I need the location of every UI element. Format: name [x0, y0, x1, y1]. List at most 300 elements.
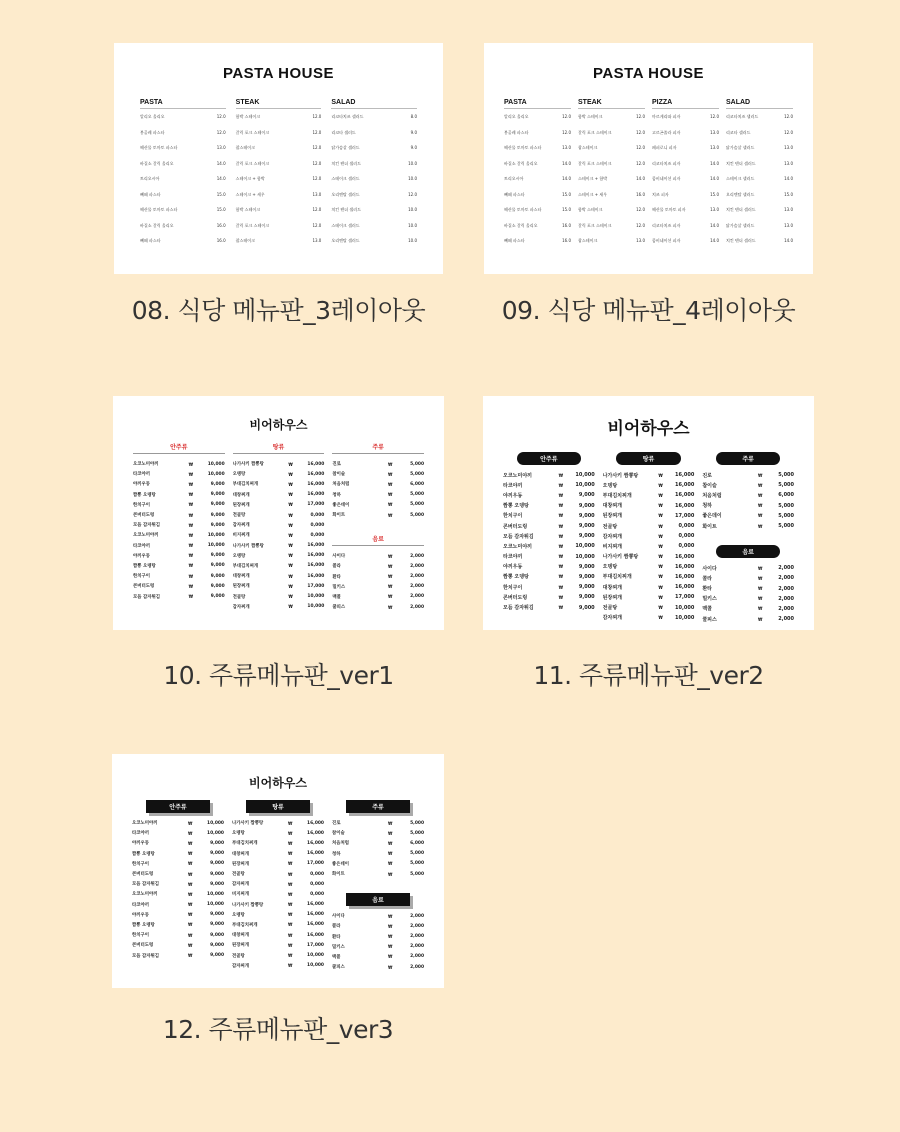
won-icon: ₩	[188, 820, 193, 826]
item-price: 2,000	[410, 574, 425, 580]
item-name: 감자찌개	[232, 963, 249, 969]
item-price: 12.0	[312, 160, 322, 166]
item-price: 12.0	[562, 114, 571, 119]
menu-item	[332, 582, 424, 592]
won-icon: ₩	[558, 523, 564, 529]
item-price: 9,000	[210, 953, 224, 959]
item-name: 고르곤졸라 피자	[652, 129, 681, 135]
menu-item	[133, 479, 225, 489]
item-name: 닭가슴살 샐러드	[331, 145, 360, 150]
item-price: 13.0	[312, 238, 322, 243]
item-name: 치킨 텐더 샐러드	[331, 207, 361, 212]
item-name: 부대김치찌개	[232, 563, 259, 569]
item-price: 9,000	[578, 563, 595, 570]
item-price: 12.0	[636, 222, 645, 228]
item-name: 맥콜	[332, 954, 341, 960]
menu-columns	[133, 442, 424, 612]
menu-item	[133, 571, 225, 581]
menu-item	[504, 161, 571, 177]
item-price: 5,000	[778, 512, 795, 519]
won-icon: ₩	[288, 840, 293, 846]
item-price: 9,000	[210, 522, 225, 528]
won-icon: ₩	[188, 942, 193, 948]
menu-item	[503, 582, 595, 592]
won-icon: ₩	[388, 492, 393, 498]
item-price: 16.0	[562, 222, 571, 228]
won-icon: ₩	[658, 513, 663, 519]
item-name: 부대김치찌개	[232, 922, 258, 928]
item-name: 찹스테이크	[235, 145, 255, 150]
section-heading: 주류	[716, 452, 780, 465]
item-name: 스테이크 샐러드	[331, 176, 360, 181]
menu-item	[331, 161, 417, 177]
item-price: 17,000	[307, 861, 324, 867]
won-icon: ₩	[758, 523, 763, 529]
menu-item	[702, 521, 794, 531]
item-price: 9,000	[210, 573, 225, 579]
item-price: 14.0	[216, 176, 226, 181]
won-icon: ₩	[658, 472, 663, 478]
item-name: 스테이크 + 새우	[578, 191, 608, 197]
item-name: 콘버터도렁	[503, 523, 528, 530]
item-price: 9.0	[410, 129, 418, 135]
item-name: 부대김치찌개	[232, 482, 259, 488]
item-name: 처음처럼	[332, 482, 350, 488]
item-name: 대창찌개	[232, 574, 250, 580]
item-name: 찹스테이크	[578, 238, 598, 243]
item-price: 16,000	[307, 461, 325, 467]
item-price: 13.0	[562, 145, 571, 150]
menu-column	[503, 452, 595, 624]
item-name: 대창찌개	[232, 933, 249, 939]
item-name: 갈릭 포크 스테이크	[578, 129, 612, 135]
section-heading: 안주류	[146, 800, 210, 813]
menu-item	[140, 145, 226, 161]
menu-column	[331, 99, 417, 254]
won-icon: ₩	[188, 512, 194, 518]
item-price: 14.0	[710, 160, 719, 166]
item-name: 맥콜	[332, 594, 341, 600]
menu-item	[726, 161, 793, 177]
item-price: 17,000	[307, 583, 325, 589]
menu-item	[702, 563, 794, 573]
item-name: 리코타 샐러드	[726, 129, 751, 135]
item-price: 2,000	[410, 584, 425, 590]
menu-item	[603, 521, 695, 531]
won-icon: ₩	[658, 584, 663, 590]
item-name: 감자찌개	[232, 523, 250, 529]
menu-item	[133, 490, 225, 500]
won-icon: ₩	[558, 472, 564, 478]
item-price: 14.0	[710, 238, 719, 243]
menu-item	[726, 223, 793, 239]
item-price: 13.0	[710, 207, 719, 212]
won-icon: ₩	[558, 554, 564, 560]
item-name: 나가사키 짬뽕탕	[602, 472, 639, 479]
item-name: 해산물 토마토 파스타	[504, 145, 542, 150]
menu-item	[236, 223, 322, 239]
caption-09: 09. 식당 메뉴판_4레이아웃	[501, 296, 796, 325]
item-name: 환타	[702, 586, 713, 593]
menu-item	[332, 500, 424, 510]
menu-title: 비어하우스	[249, 776, 307, 790]
item-name: 오코노미야끼	[133, 462, 159, 468]
won-icon: ₩	[188, 532, 194, 538]
won-icon: ₩	[658, 574, 663, 580]
won-icon: ₩	[188, 891, 193, 897]
menu-item	[702, 594, 794, 604]
won-icon: ₩	[188, 594, 194, 600]
item-name: 마르게리따 피자	[652, 114, 681, 119]
item-price: 9,000	[210, 932, 224, 938]
item-price: 10.0	[408, 222, 418, 228]
item-name: 청하	[702, 503, 713, 510]
item-name: 콘버터도렁	[133, 584, 155, 590]
won-icon: ₩	[288, 532, 293, 538]
won-icon: ₩	[388, 574, 393, 580]
menu-item	[232, 879, 324, 889]
item-price: 9,000	[210, 594, 225, 600]
item-name: 오뎅탕	[602, 482, 618, 489]
item-name: 환타	[332, 934, 341, 940]
menu-item	[140, 192, 226, 208]
item-price: 10.0	[408, 207, 418, 212]
item-name: 타코야끼	[132, 902, 149, 908]
menu-item	[232, 920, 324, 930]
item-price: 9,000	[210, 922, 224, 928]
won-icon: ₩	[658, 492, 663, 498]
item-name: 리코타 샐러드	[331, 129, 356, 135]
item-price: 2,000	[778, 585, 795, 592]
item-name: 대창찌개	[232, 851, 249, 857]
item-price: 12.0	[216, 114, 226, 119]
item-name: 해산물 토마토 파스타	[140, 145, 178, 150]
item-name: 콜라	[332, 564, 341, 570]
item-price: 9,000	[210, 851, 224, 857]
menu-item	[133, 581, 225, 591]
won-icon: ₩	[758, 596, 763, 602]
menu-item	[332, 602, 424, 612]
item-price: 5,000	[778, 523, 795, 530]
menu-item	[332, 859, 424, 869]
item-price: 13.0	[710, 129, 719, 135]
item-price: 9,000	[210, 481, 225, 487]
item-name: 콜라	[702, 575, 713, 582]
menu-item	[236, 114, 322, 130]
item-name: 봉골레 파스타	[504, 129, 529, 135]
won-icon: ₩	[188, 553, 194, 559]
menu-item	[603, 562, 695, 572]
item-price: 16,000	[307, 840, 324, 846]
item-name: 오리엔탈 샐러드	[726, 191, 755, 197]
item-price: 5,000	[410, 471, 425, 477]
menu-thumbnail-11[interactable]	[483, 396, 814, 630]
menu-item	[578, 207, 645, 223]
item-name: 감자찌개	[602, 615, 622, 622]
won-icon: ₩	[558, 533, 564, 539]
won-icon: ₩	[188, 902, 193, 908]
item-name: 환타	[332, 574, 341, 580]
won-icon: ₩	[388, 502, 393, 508]
won-icon: ₩	[188, 492, 194, 498]
menu-item	[504, 114, 571, 130]
item-name: 된장찌개	[602, 513, 622, 520]
won-icon: ₩	[388, 944, 393, 950]
item-name: 밀키스	[702, 596, 717, 603]
item-price: 8.0	[410, 114, 418, 119]
menu-item	[603, 613, 695, 623]
menu-thumbnail-12[interactable]	[112, 754, 444, 988]
menu-item	[603, 470, 695, 480]
item-price: 10,000	[207, 461, 225, 467]
menu-item	[133, 459, 225, 469]
column-heading: SALAD	[726, 99, 793, 109]
item-price: 16,000	[307, 471, 325, 477]
item-price: 5,000	[410, 461, 425, 467]
menu-thumbnail-08[interactable]	[114, 43, 443, 274]
menu-title: 비어하우스	[249, 418, 308, 432]
menu-item	[133, 541, 225, 551]
menu-item	[332, 952, 424, 962]
item-price: 6,000	[410, 481, 425, 487]
menu-item	[332, 838, 424, 848]
item-name: 해산물 토마토 파스타	[504, 207, 542, 212]
menu-item	[603, 541, 695, 551]
item-price: 10,000	[307, 963, 324, 969]
menu-item	[603, 501, 695, 511]
won-icon: ₩	[388, 861, 393, 867]
item-name: 참이슬	[702, 482, 717, 489]
menu-item	[133, 591, 225, 601]
menu-item	[331, 207, 417, 223]
menu-title: PASTA HOUSE	[222, 65, 335, 82]
item-price: 5,000	[410, 512, 425, 518]
won-icon: ₩	[558, 513, 564, 519]
won-icon: ₩	[658, 564, 663, 570]
menu-item	[133, 469, 225, 479]
won-icon: ₩	[658, 594, 663, 600]
item-price: 2,000	[778, 565, 795, 572]
menu-item	[504, 223, 571, 239]
item-name: 대창찌개	[232, 492, 250, 498]
item-price: 16,000	[307, 481, 325, 487]
menu-item	[331, 192, 417, 208]
item-name: 닭가슴살 샐러드	[726, 145, 755, 150]
item-price: 2,000	[778, 605, 795, 612]
menu-columns	[140, 99, 417, 254]
item-name: 리코타치즈 샐러드	[331, 114, 364, 119]
item-price: 10,000	[207, 532, 225, 538]
item-price: 5,000	[410, 871, 424, 877]
caption-10: 10. 주류메뉴판_ver1	[163, 661, 394, 690]
won-icon: ₩	[188, 881, 193, 887]
column-heading: STEAK	[236, 99, 322, 109]
item-price: 10,000	[675, 604, 695, 611]
section-heading: 주류	[332, 442, 424, 454]
won-icon: ₩	[758, 616, 763, 622]
menu-column	[726, 99, 793, 254]
item-name: 치킨 텐더 샐러드	[331, 160, 361, 166]
item-name: 야끼우동	[132, 912, 149, 918]
item-name: 알리오 올리오	[140, 114, 165, 119]
item-name: 밀키스	[332, 584, 346, 590]
won-icon: ₩	[188, 563, 194, 569]
won-icon: ₩	[288, 932, 293, 938]
item-price: 9,000	[578, 533, 595, 540]
menu-item	[132, 818, 224, 828]
item-price: 5,000	[778, 482, 795, 489]
item-name: 좋은데이	[702, 513, 722, 520]
item-price: 9,000	[578, 584, 595, 591]
won-icon: ₩	[388, 471, 393, 477]
menu-item	[702, 614, 794, 624]
item-name: 리코타치즈 피자	[652, 222, 681, 228]
item-name: 부대김치찌개	[602, 492, 632, 499]
item-price: 2,000	[410, 954, 424, 960]
menu-item	[132, 930, 224, 940]
item-name: 콘버터도렁	[503, 594, 528, 601]
item-name: 처음처럼	[702, 492, 722, 499]
menu-item	[232, 838, 324, 848]
menu-item	[233, 551, 325, 561]
item-price: 10,000	[575, 472, 595, 479]
item-price: 10,000	[207, 543, 225, 549]
menu-thumbnail-09[interactable]	[484, 43, 813, 274]
menu-title: 비어하우스	[607, 419, 690, 439]
won-icon: ₩	[288, 830, 293, 836]
item-name: 전골탕	[602, 523, 618, 530]
item-name: 바질소 갈릭 올리오	[140, 222, 174, 228]
item-price: 10,000	[675, 614, 695, 621]
menu-item	[133, 530, 225, 540]
menu-item	[140, 207, 226, 223]
menu-item	[503, 511, 595, 521]
item-price: 16.0	[562, 238, 571, 243]
item-name: 비지찌개	[602, 543, 622, 550]
won-icon: ₩	[188, 461, 194, 467]
won-icon: ₩	[658, 503, 663, 509]
won-icon: ₩	[758, 575, 763, 581]
item-price: 13.0	[784, 145, 793, 150]
won-icon: ₩	[188, 871, 193, 877]
menu-item	[140, 176, 226, 192]
item-name: 짬뽕 오뎅탕	[503, 574, 529, 581]
menu-item	[232, 869, 324, 879]
won-icon: ₩	[558, 605, 564, 611]
won-icon: ₩	[288, 553, 293, 559]
item-price: 0,000	[310, 532, 325, 538]
item-price: 2,000	[410, 964, 424, 970]
menu-item	[132, 889, 224, 899]
item-price: 16,000	[675, 492, 695, 499]
item-price: 2,000	[778, 575, 795, 582]
item-name: 치즈 피자	[652, 191, 669, 197]
item-price: 9,000	[210, 563, 225, 569]
item-name: 모듬 감자튀김	[133, 594, 160, 600]
item-name: 바질소 갈릭 올리오	[504, 222, 538, 228]
menu-item	[132, 900, 224, 910]
won-icon: ₩	[288, 512, 293, 518]
menu-thumbnail-10[interactable]	[113, 396, 444, 630]
won-icon: ₩	[388, 461, 393, 467]
item-price: 6,000	[778, 492, 795, 499]
item-name: 짬뽕 오뎅탕	[133, 492, 156, 498]
won-icon: ₩	[388, 934, 393, 940]
item-price: 16,000	[307, 820, 324, 826]
item-price: 16,000	[675, 563, 695, 570]
item-name: 치킨 텐더 샐러드	[726, 238, 756, 243]
item-name: 리코타치즈 샐러드	[726, 114, 759, 119]
won-icon: ₩	[188, 583, 194, 589]
item-name: 오코노미야끼	[132, 821, 158, 827]
won-icon: ₩	[288, 861, 293, 867]
won-icon: ₩	[188, 840, 193, 846]
item-name: 모듬 감자튀김	[133, 523, 160, 529]
menu-item	[236, 192, 322, 208]
menu-item	[726, 145, 793, 161]
item-name: 봉골레 파스타	[140, 129, 165, 135]
menu-item	[236, 238, 322, 254]
menu-item	[726, 130, 793, 146]
menu-item	[702, 480, 794, 490]
won-icon: ₩	[388, 553, 393, 559]
item-price: 9,000	[578, 604, 595, 611]
menu-item	[233, 510, 325, 520]
menu-column	[504, 99, 571, 254]
item-price: 0,000	[310, 522, 325, 528]
won-icon: ₩	[758, 503, 763, 509]
won-icon: ₩	[288, 942, 293, 948]
menu-item	[726, 238, 793, 254]
item-price: 15.0	[216, 207, 226, 212]
menu-item	[233, 591, 325, 601]
item-price: 16.0	[216, 222, 226, 228]
menu-item	[233, 490, 325, 500]
item-price: 9,000	[578, 502, 595, 509]
item-name: 진로	[332, 462, 341, 468]
menu-item	[603, 531, 695, 541]
item-price: 14.0	[216, 160, 226, 166]
menu-item	[726, 114, 793, 130]
item-price: 5,000	[410, 820, 424, 826]
won-icon: ₩	[288, 481, 293, 487]
item-price: 13.0	[710, 145, 719, 150]
item-price: 15.0	[562, 207, 571, 212]
menu-item	[578, 176, 645, 192]
won-icon: ₩	[658, 523, 663, 529]
item-name: 처음처럼	[332, 841, 349, 847]
menu-item	[331, 238, 417, 254]
won-icon: ₩	[188, 830, 193, 836]
menu-item	[332, 849, 424, 859]
item-price: 2,000	[778, 595, 795, 602]
item-price: 12.0	[784, 129, 793, 135]
item-price: 16,000	[307, 851, 324, 857]
item-price: 0,000	[678, 533, 695, 540]
item-price: 10,000	[207, 471, 225, 477]
menu-item	[504, 207, 571, 223]
item-price: 0,000	[310, 871, 324, 877]
won-icon: ₩	[558, 564, 564, 570]
menu-item	[232, 828, 324, 838]
item-price: 16.0	[636, 191, 645, 197]
menu-item	[233, 530, 325, 540]
column-heading: PIZZA	[652, 99, 719, 109]
item-name: 뻬떼 파스타	[140, 191, 161, 197]
item-name: 된장찌개	[602, 594, 622, 601]
item-price: 2,000	[410, 563, 425, 569]
menu-column	[132, 800, 224, 972]
